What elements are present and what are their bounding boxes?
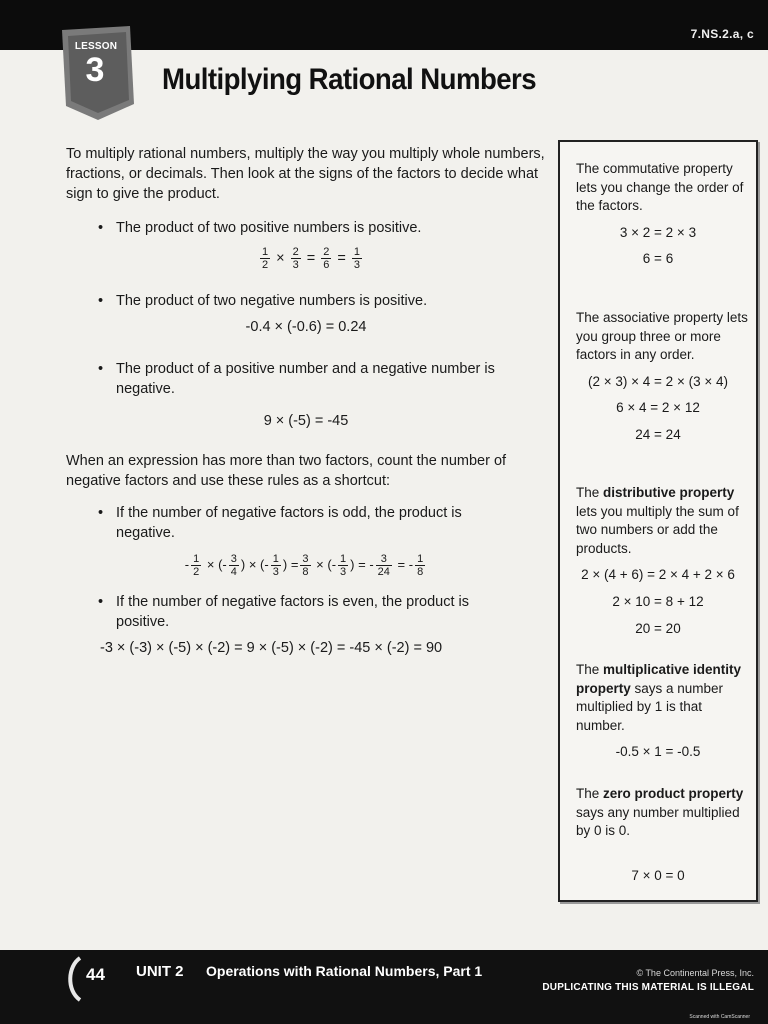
fraction: $\frac{2}{3}$	[292, 246, 299, 271]
commutative-eq2: 6 = 6	[642, 251, 674, 266]
rule-negative-negative	[66, 291, 546, 311]
times-sign: ×	[276, 250, 285, 267]
associative-eq1: (2 × 3) × 4 = 2 × (3 × 4)	[588, 374, 728, 389]
even-example: -3 × (-3) × (-5) × (-2) = 9 × (-5) × (-2) = -45 × (-2) = 90	[100, 640, 443, 656]
bullet-icon: •	[98, 293, 104, 309]
unit-label: UNIT 2	[136, 963, 184, 980]
page-number: 44	[86, 965, 105, 984]
zero-product-text: The zero product property says any number multiplied by 0 is 0.	[576, 786, 744, 838]
commutative-text: The commutative property lets you change the order of the factors.	[576, 161, 744, 213]
identity-text: The multiplicative identity property says a number multiplied by 1 is that number.	[576, 662, 742, 733]
fraction: $\frac{3}{4}$	[230, 553, 237, 578]
bullet-icon: •	[98, 220, 104, 236]
decimal-example: -0.4 × (-0.6) = 0.24	[245, 319, 367, 335]
unit-title: Operations with Rational Numbers, Part 1	[206, 963, 483, 979]
associative-text: The associative property lets you group three or more factors in any order.	[576, 310, 748, 362]
fraction: $\frac{3}{24}$	[377, 553, 390, 578]
rule-text: The product of two negative numbers is positive.	[116, 293, 428, 309]
rule-text-line2: positive.	[116, 614, 170, 630]
fraction: $\frac{1}{2}$	[193, 553, 200, 578]
page-tab-icon	[60, 956, 86, 1002]
shortcut-paragraph: When an expression has more than two factors, count the number of negative factors and use these rules as a shortcut:	[66, 453, 507, 489]
properties-sidebar	[558, 140, 758, 902]
associative-eq3: 24 = 24	[635, 427, 681, 442]
distributive-eq1: 2 × (4 + 6) = 2 × 4 + 2 × 6	[581, 567, 735, 582]
bullet-icon: •	[98, 361, 104, 377]
associative-eq2: 6 × 4 = 2 × 12	[616, 400, 700, 415]
main-content	[66, 144, 546, 658]
equals-sign: =	[306, 250, 316, 267]
equals-sign: =	[337, 250, 346, 267]
rule-positive-negative	[66, 359, 546, 399]
zero-product-eq: 7 × 0 = 0	[631, 868, 685, 883]
copy-warning: DUPLICATING THIS MATERIAL IS ILLEGAL	[542, 982, 754, 993]
rule-even-negatives	[66, 592, 546, 632]
standard-code: 7.NS.2.a, c	[690, 27, 754, 41]
distributive-eq3: 20 = 20	[635, 621, 681, 636]
lesson-label: LESSON	[74, 41, 118, 52]
identity-term: multiplicative identity property	[576, 662, 742, 696]
bullet-icon: •	[98, 505, 104, 521]
fraction: $\frac{2}{6}$	[323, 246, 330, 271]
rule-text-line1: The product of a positive number and a negative number is	[116, 361, 495, 377]
fraction: $\frac{1}{3}$	[272, 553, 279, 578]
bullet-icon: •	[98, 594, 104, 610]
fraction: $\frac{1}{3}$	[353, 246, 361, 271]
copyright: © The Continental Press, Inc.	[636, 968, 754, 978]
scanner-mark: Scanned with CamScanner	[689, 1014, 750, 1020]
commutative-eq1: 3 × 2 = 2 × 3	[619, 225, 697, 240]
integer-example: 9 × (-5) = -45	[263, 413, 349, 429]
rule-text-line1: If the number of negative factors is even, the product is	[116, 594, 470, 610]
rule-text: The product of two positive numbers is positive.	[116, 220, 422, 236]
rule-odd-negatives	[66, 503, 546, 543]
fraction: $\frac{1}{8}$	[417, 553, 424, 578]
rule-text-line1: If the number of negative factors is odd, the product is	[116, 505, 462, 521]
lesson-badge	[58, 20, 140, 120]
odd-fraction-example: - $\frac{1}{2}$ × (- $\frac{3}{4}$ ) × (- $\frac{1}{3}$ ) = $\frac{3}{8}$ × (- $\frac{1}{3}$ ) = - $\frac{3}{24}$ = - $\frac{1}{8}$	[184, 553, 424, 578]
fraction: $\frac{1}{3}$	[340, 553, 347, 578]
lesson-number: 3	[85, 51, 105, 89]
fraction: $\frac{1}{2}$	[261, 246, 269, 271]
fraction: $\frac{3}{8}$	[302, 553, 309, 578]
zero-product-term: zero product property	[603, 786, 744, 801]
intro-paragraph: To multiply rational numbers, multiply the way you multiply whole numbers, fractions, or decimals. Then look at the signs of the factors to decide what sign to give the product.	[66, 146, 545, 202]
distributive-term: distributive property	[603, 485, 735, 500]
distributive-text: The distributive property lets you multiply the sum of two numbers or add the products.	[576, 485, 739, 556]
distributive-eq2: 2 × 10 = 8 + 12	[612, 594, 704, 609]
rule-text-line2: negative.	[116, 381, 175, 397]
rule-positive-positive	[66, 218, 546, 238]
page-title: Multiplying Rational Numbers	[162, 63, 537, 96]
fraction-example-1	[66, 246, 546, 271]
rule-text-line2: negative.	[116, 525, 175, 541]
identity-eq: -0.5 × 1 = -0.5	[615, 744, 701, 759]
